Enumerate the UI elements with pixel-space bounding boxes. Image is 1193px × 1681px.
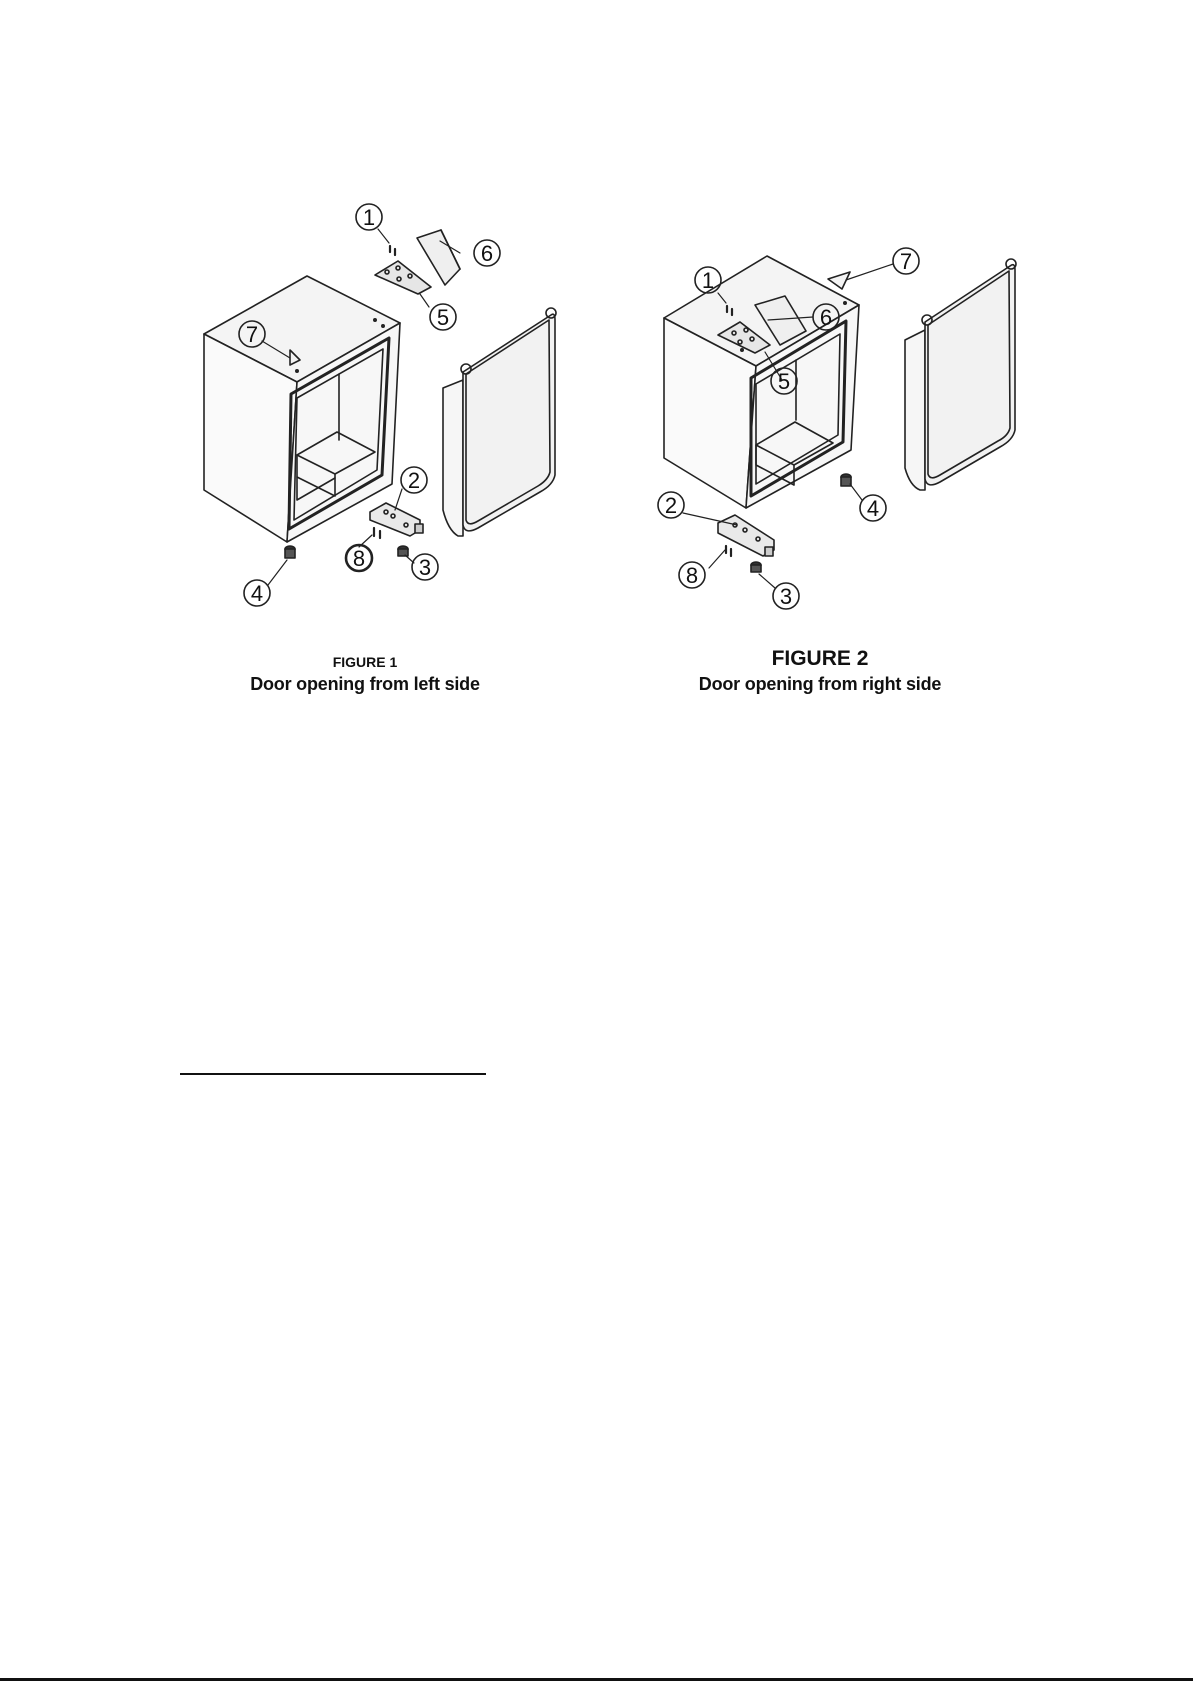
fig2-callout-2: 2: [664, 493, 678, 518]
fig1-callout-4: 4: [250, 581, 264, 606]
figure2-title: FIGURE 2: [771, 647, 869, 670]
fig1-callout-8: 8: [352, 546, 366, 571]
footnote-separator: [180, 1073, 486, 1075]
fig1-callout-7: 7: [245, 322, 259, 347]
figure1-top-hinge: [375, 261, 431, 294]
fig2-callout-5: 5: [777, 369, 791, 394]
fig2-callout-8: 8: [685, 563, 699, 588]
figure2-foot-3: [751, 562, 761, 572]
fig1-callout-1: 1: [362, 205, 376, 230]
fig1-callout-5: 5: [436, 305, 450, 330]
figure1-illustration: [204, 204, 556, 606]
figure1-foot-3: [398, 546, 408, 556]
figure1-cabinet: [204, 276, 400, 542]
figure1-hinge-cover: [417, 230, 460, 285]
fig1-callout-6: 6: [480, 241, 494, 266]
figure1-subtitle: Door opening from left side: [250, 674, 480, 694]
fig2-callout-3: 3: [779, 584, 793, 609]
figure2-cabinet: [664, 256, 859, 508]
fig2-callout-4: 4: [866, 496, 880, 521]
figure1-bottom-hinge: [370, 503, 423, 536]
figure2-door: [905, 259, 1016, 490]
fig2-callout-7: 7: [899, 249, 913, 274]
fig2-callout-6: 6: [819, 305, 833, 330]
fig1-callout-2: 2: [407, 468, 421, 493]
fig2-callout-1: 1: [701, 268, 715, 293]
figure2-subtitle: Door opening from right side: [698, 674, 942, 694]
fig1-callout-3: 3: [418, 555, 432, 580]
figure1-title: FIGURE 1: [332, 654, 398, 670]
figure2-illustration: [658, 248, 1016, 609]
figure1-door: [443, 308, 556, 536]
figure1-foot-4: [285, 546, 295, 558]
